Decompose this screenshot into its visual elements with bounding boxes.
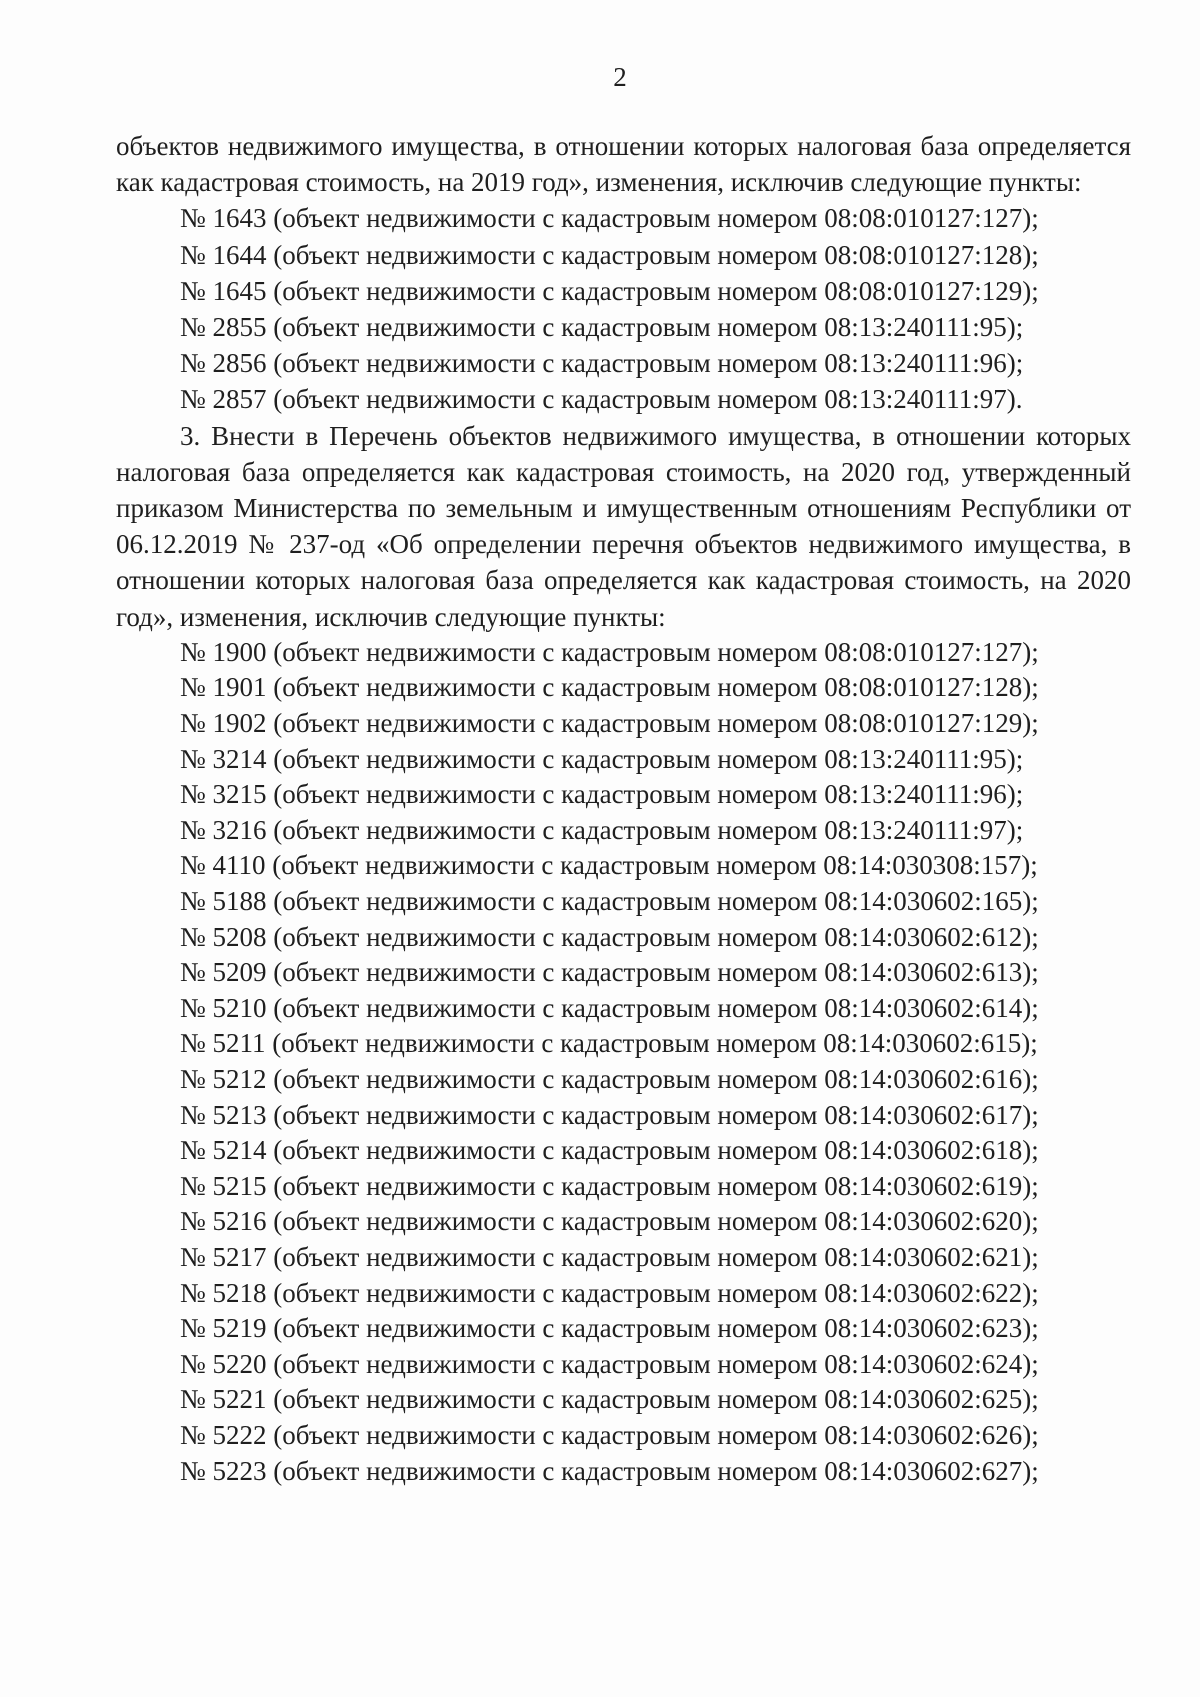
excluded-items-2019-list <box>116 200 1131 417</box>
list-item: № 5210 (объект недвижимости с кадастровым номером 08:14:030602:614); <box>180 992 1039 1023</box>
list-item: № 5218 (объект недвижимости с кадастровым номером 08:14:030602:622); <box>180 1277 1039 1308</box>
list-item: № 5221 (объект недвижимости с кадастровым номером 08:14:030602:625); <box>180 1384 1039 1415</box>
excluded-items-2020-list <box>116 635 1131 1489</box>
list-item: № 5211 (объект недвижимости с кадастровым номером 08:14:030602:615); <box>180 1028 1038 1059</box>
list-item: № 1901 (объект недвижимости с кадастровым номером 08:08:010127:128); <box>180 672 1039 703</box>
list-item: № 5219 (объект недвижимости с кадастровым номером 08:14:030602:623); <box>180 1313 1039 1344</box>
list-item: № 5209 (объект недвижимости с кадастровым номером 08:14:030602:613); <box>180 957 1039 988</box>
page-number: 2 <box>613 62 627 92</box>
list-item: № 5214 (объект недвижимости с кадастровым номером 08:14:030602:618); <box>180 1135 1039 1166</box>
list-item: № 1644 (объект недвижимости с кадастровым номером 08:08:010127:128); <box>180 239 1039 270</box>
list-item: № 1900 (объект недвижимости с кадастровым номером 08:08:010127:127); <box>180 636 1039 667</box>
intro-paragraph: объектов недвижимого имущества, в отношении которых налоговая база определяется как кадастровая стоимость, на 2019 год», изменения, исключив следующие пункты: <box>116 131 1131 198</box>
list-item: № 1902 (объект недвижимости с кадастровым номером 08:08:010127:129); <box>180 708 1039 739</box>
list-item: № 5188 (объект недвижимости с кадастровым номером 08:14:030602:165); <box>180 886 1039 916</box>
list-item: № 5216 (объект недвижимости с кадастровым номером 08:14:030602:620); <box>180 1206 1039 1237</box>
list-item: № 5213 (объект недвижимости с кадастровым номером 08:14:030602:617); <box>180 1099 1039 1130</box>
list-item: № 5208 (объект недвижимости с кадастровым номером 08:14:030602:612); <box>180 921 1039 952</box>
list-item: № 5220 (объект недвижимости с кадастровым номером 08:14:030602:624); <box>180 1348 1039 1379</box>
list-item: № 4110 (объект недвижимости с кадастровым номером 08:14:030308:157); <box>180 850 1038 881</box>
list-item: № 2857 (объект недвижимости с кадастровым номером 08:13:240111:97). <box>180 384 1023 415</box>
list-item: № 3216 (объект недвижимости с кадастровым номером 08:13:240111:97); <box>180 814 1024 845</box>
list-item: № 5215 (объект недвижимости с кадастровым номером 08:14:030602:619); <box>180 1170 1039 1201</box>
list-item: № 5212 (объект недвижимости с кадастровым номером 08:14:030602:616); <box>180 1063 1039 1094</box>
list-item: № 3214 (объект недвижимости с кадастровым номером 08:13:240111:95); <box>180 743 1024 774</box>
list-item: № 1643 (объект недвижимости с кадастровым номером 08:08:010127:127); <box>180 203 1039 234</box>
list-item: № 5223 (объект недвижимости с кадастровым номером 08:14:030602:627); <box>180 1455 1039 1486</box>
document-body <box>116 128 1131 1489</box>
list-item: № 5217 (объект недвижимости с кадастровым номером 08:14:030602:621); <box>180 1241 1039 1272</box>
list-item: № 1645 (объект недвижимости с кадастровым номером 08:08:010127:129); <box>180 275 1039 306</box>
list-item: № 2856 (объект недвижимости с кадастровым номером 08:13:240111:96); <box>180 348 1024 379</box>
section-3-paragraph: 3. Внести в Перечень объектов недвижимого имущества, в отношении которых налоговая база определяется как кадастровая стоимость, на 2020 год, утвержденный приказом Министерства по земельным и имущественным отношениям Республики от 06.12.2019 № 237-од «Об определении перечня объектов недвижимого имущества, в отношении которых налоговая база определяется как кадастровая стоимость, на 2020 год», изменения, исключив следующие пункты: <box>116 420 1131 632</box>
list-item: № 2855 (объект недвижимости с кадастровым номером 08:13:240111:95); <box>180 312 1024 343</box>
list-item: № 3215 (объект недвижимости с кадастровым номером 08:13:240111:96); <box>180 779 1024 810</box>
list-item: № 5222 (объект недвижимости с кадастровым номером 08:14:030602:626); <box>180 1419 1039 1450</box>
